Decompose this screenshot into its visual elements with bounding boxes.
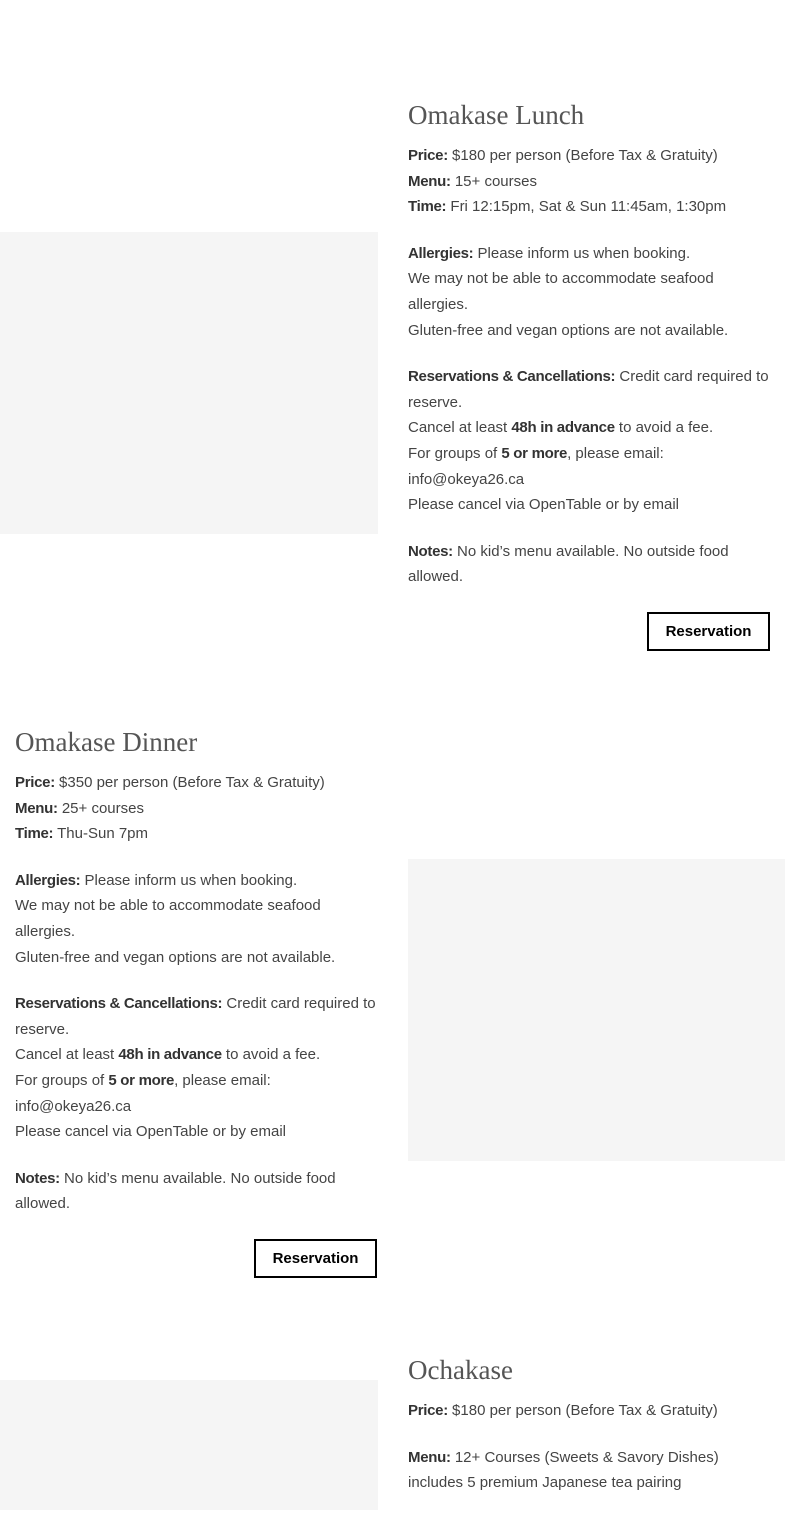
info-label: Price: <box>408 147 448 164</box>
info-line <box>408 539 771 590</box>
info-line <box>15 1068 378 1119</box>
info-label: Allergies: <box>15 871 81 889</box>
section-title: Omakase Dinner <box>15 727 198 757</box>
info-line <box>408 364 771 415</box>
omakase-dinner-section <box>15 726 378 1238</box>
info-text: Thu-Sun 7pm <box>53 825 149 843</box>
info-paragraph <box>408 143 771 220</box>
info-line <box>408 318 771 344</box>
info-label: Price: <box>408 1402 448 1419</box>
omakase-dinner-image <box>408 859 785 1161</box>
section-title: Omakase Lunch <box>408 100 585 130</box>
info-text: For groups of <box>15 1071 109 1089</box>
info-label: Time: <box>408 198 447 216</box>
info-paragraph <box>15 770 378 847</box>
info-paragraph <box>408 1445 771 1496</box>
ochakase-image <box>0 1380 378 1510</box>
info-label: Notes: <box>15 1169 60 1187</box>
info-label: 48h in advance <box>511 419 615 437</box>
info-text: Gluten-free and vegan options are not available. <box>15 948 336 966</box>
info-paragraph <box>15 1166 378 1217</box>
info-line <box>15 991 378 1042</box>
info-line <box>408 1398 771 1424</box>
info-text: to avoid a fee. <box>614 419 714 437</box>
reservation-button-lunch[interactable]: Reservation <box>647 612 770 651</box>
info-line <box>15 868 378 894</box>
reservation-button-dinner[interactable]: Reservation <box>254 1239 377 1278</box>
info-text: $350 per person (Before Tax & Gratuity) <box>54 774 325 791</box>
info-text: , please email: info@okeya26.ca <box>408 444 664 488</box>
info-line <box>408 266 771 317</box>
info-paragraph <box>15 991 378 1145</box>
info-line <box>408 415 771 441</box>
info-line <box>408 143 771 169</box>
info-text: Cancel at least <box>15 1046 119 1064</box>
info-text: No kid’s menu available. No outside food allowed. <box>408 542 729 586</box>
info-text: Please inform us when booking. <box>80 871 298 889</box>
info-text: $180 per person (Before Tax & Gratuity) <box>447 147 718 164</box>
info-line <box>15 893 378 944</box>
info-label: Allergies: <box>408 244 474 262</box>
info-text: Credit card required to reserve. <box>408 368 769 411</box>
info-label: Reservations & Cancellations: <box>408 368 616 386</box>
info-text: Gluten-free and vegan options are not available. <box>408 321 729 339</box>
info-label: Menu: <box>15 799 58 817</box>
info-label: 5 or more <box>501 444 568 462</box>
info-line <box>15 1166 378 1217</box>
ochakase-section <box>408 1354 771 1517</box>
info-line <box>408 441 771 492</box>
info-line <box>408 241 771 267</box>
info-paragraph <box>408 241 771 343</box>
info-label: Menu: <box>408 172 451 190</box>
info-text: We may not be able to accommodate seafood allergies. <box>15 897 321 940</box>
info-line <box>15 770 378 796</box>
info-line <box>408 1445 771 1496</box>
info-line <box>15 796 378 822</box>
info-paragraph <box>408 1398 771 1424</box>
info-label: Time: <box>15 825 54 843</box>
info-label: Price: <box>15 774 55 791</box>
info-label: 48h in advance <box>118 1046 222 1064</box>
info-text: Please cancel via OpenTable or by email <box>408 496 679 514</box>
info-paragraph <box>408 539 771 590</box>
info-text: No kid’s menu available. No outside food allowed. <box>15 1169 336 1213</box>
info-text: Please cancel via OpenTable or by email <box>15 1123 286 1141</box>
info-label: 5 or more <box>108 1071 175 1089</box>
info-line <box>408 169 771 195</box>
omakase-lunch-section <box>408 99 771 611</box>
info-text: Cancel at least <box>408 419 512 437</box>
info-text: 25+ courses <box>57 799 144 817</box>
info-text: Fri 12:15pm, Sat & Sun 11:45am, 1:30pm <box>446 198 727 216</box>
info-text: We may not be able to accommodate seafood allergies. <box>408 270 714 313</box>
info-text: Credit card required to reserve. <box>15 995 376 1038</box>
section-title: Ochakase <box>408 1355 513 1385</box>
info-line <box>15 1042 378 1068</box>
info-line <box>15 821 378 847</box>
info-paragraph <box>408 364 771 518</box>
info-text: $180 per person (Before Tax & Gratuity) <box>447 1402 718 1419</box>
info-text: , please email: info@okeya26.ca <box>15 1071 271 1115</box>
info-text: 15+ courses <box>450 172 537 190</box>
info-label: Notes: <box>408 542 453 560</box>
info-text: 12+ Courses (Sweets & Savory Dishes) includes 5 premium Japanese tea pairing <box>408 1448 719 1492</box>
info-text: For groups of <box>408 444 502 462</box>
info-text: to avoid a fee. <box>221 1046 321 1064</box>
info-paragraph <box>15 868 378 970</box>
info-text: Please inform us when booking. <box>473 244 691 262</box>
info-line <box>15 1119 378 1145</box>
info-label: Reservations & Cancellations: <box>15 995 223 1013</box>
info-label: Menu: <box>408 1448 451 1466</box>
omakase-lunch-image <box>0 232 378 534</box>
info-line <box>15 945 378 971</box>
info-line <box>408 492 771 518</box>
info-line <box>408 194 771 220</box>
